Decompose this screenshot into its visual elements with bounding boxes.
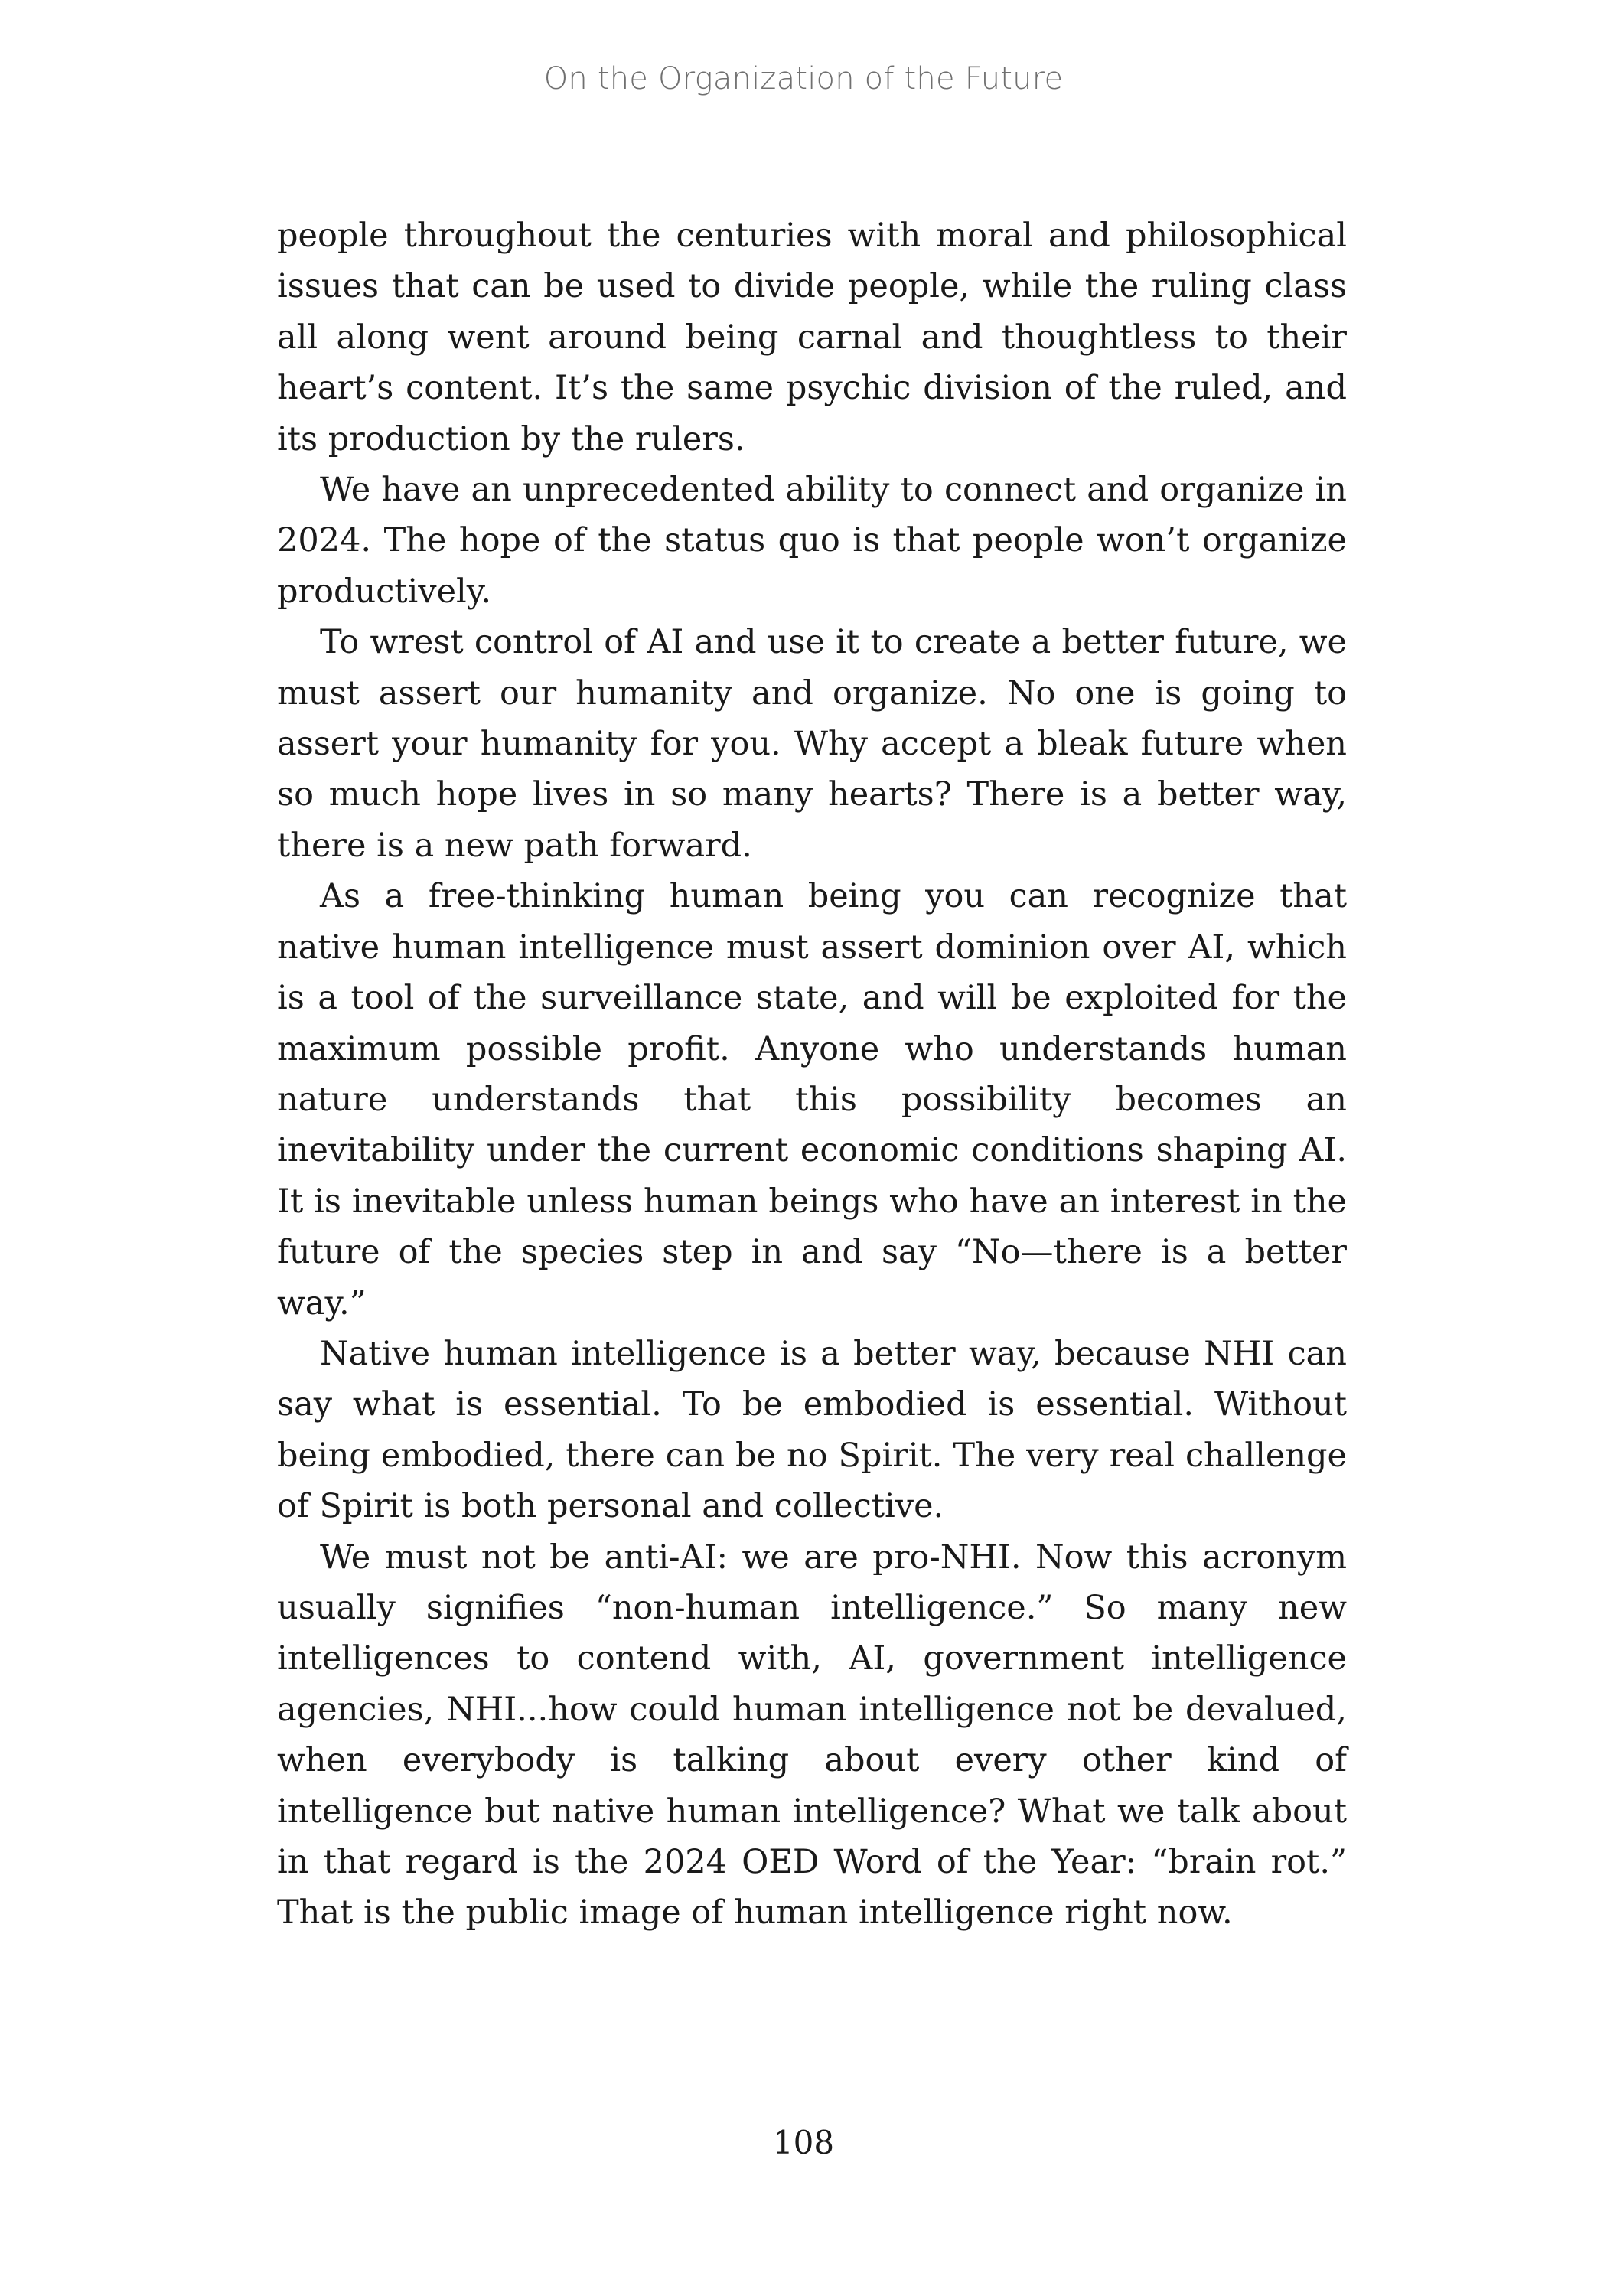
paragraph-native-human-intelligence: Native human intelligence is a better way, because NHI can say what is essential. To be embodied is essential. Without being embodied, there can be no Spirit. The very real challenge of Spirit is both personal and collective. <box>277 1334 1347 1526</box>
page-number: 108 <box>772 2124 835 2161</box>
paragraph-wrest-control: To wrest control of AI and use it to create a better future, we must assert our humanity and organize. No one is going to assert your humanity for you. Why accept a bleak future when so much hope lives in so many hearts? There is a better way, there is a new path forward. <box>277 623 1347 865</box>
paragraph-pro-nhi: We must not be anti-AI: we are pro-NHI. Now this acronym usually signifies “non-human intelligence.” So many new intelligences to contend with, AI, government intelligence agencies, NHI...how could human intelligence not be devalued, when everybody is talking about every other kind of intelligence but native human intelligence? What we talk about in that regard is the 2024 OED Word of the Year: “brain rot.” That is the public image of human intelligence right now. <box>277 1538 1347 1932</box>
paragraph-free-thinking: As a free-thinking human being you can recognize that native human intelligence must assert dominion over AI, which is a tool of the surveillance state, and will be exploited for the maximum possible profit. Anyone who understands human nature understands that this possibility becomes an inevitability under the current economic conditions shaping AI. It is inevitable unless human beings who have an interest in the future of the species step in and say “No—there is a better way.” <box>277 877 1347 1322</box>
running-header: On the Organization of the Future <box>543 61 1064 96</box>
paragraph-continued: people throughout the centuries with moral and philosophical issues that can be used to divide people, while the ruling class all along went around being carnal and thoughtless to their heart’s content. It’s the same psychic division of the ruled, and its production by the rulers. <box>277 217 1347 458</box>
body-text <box>277 210 1347 1939</box>
paragraph-organize-2024: We have an unprecedented ability to connect and organize in 2024. The hope of the status quo is that people won’t organize productively. <box>277 471 1347 611</box>
